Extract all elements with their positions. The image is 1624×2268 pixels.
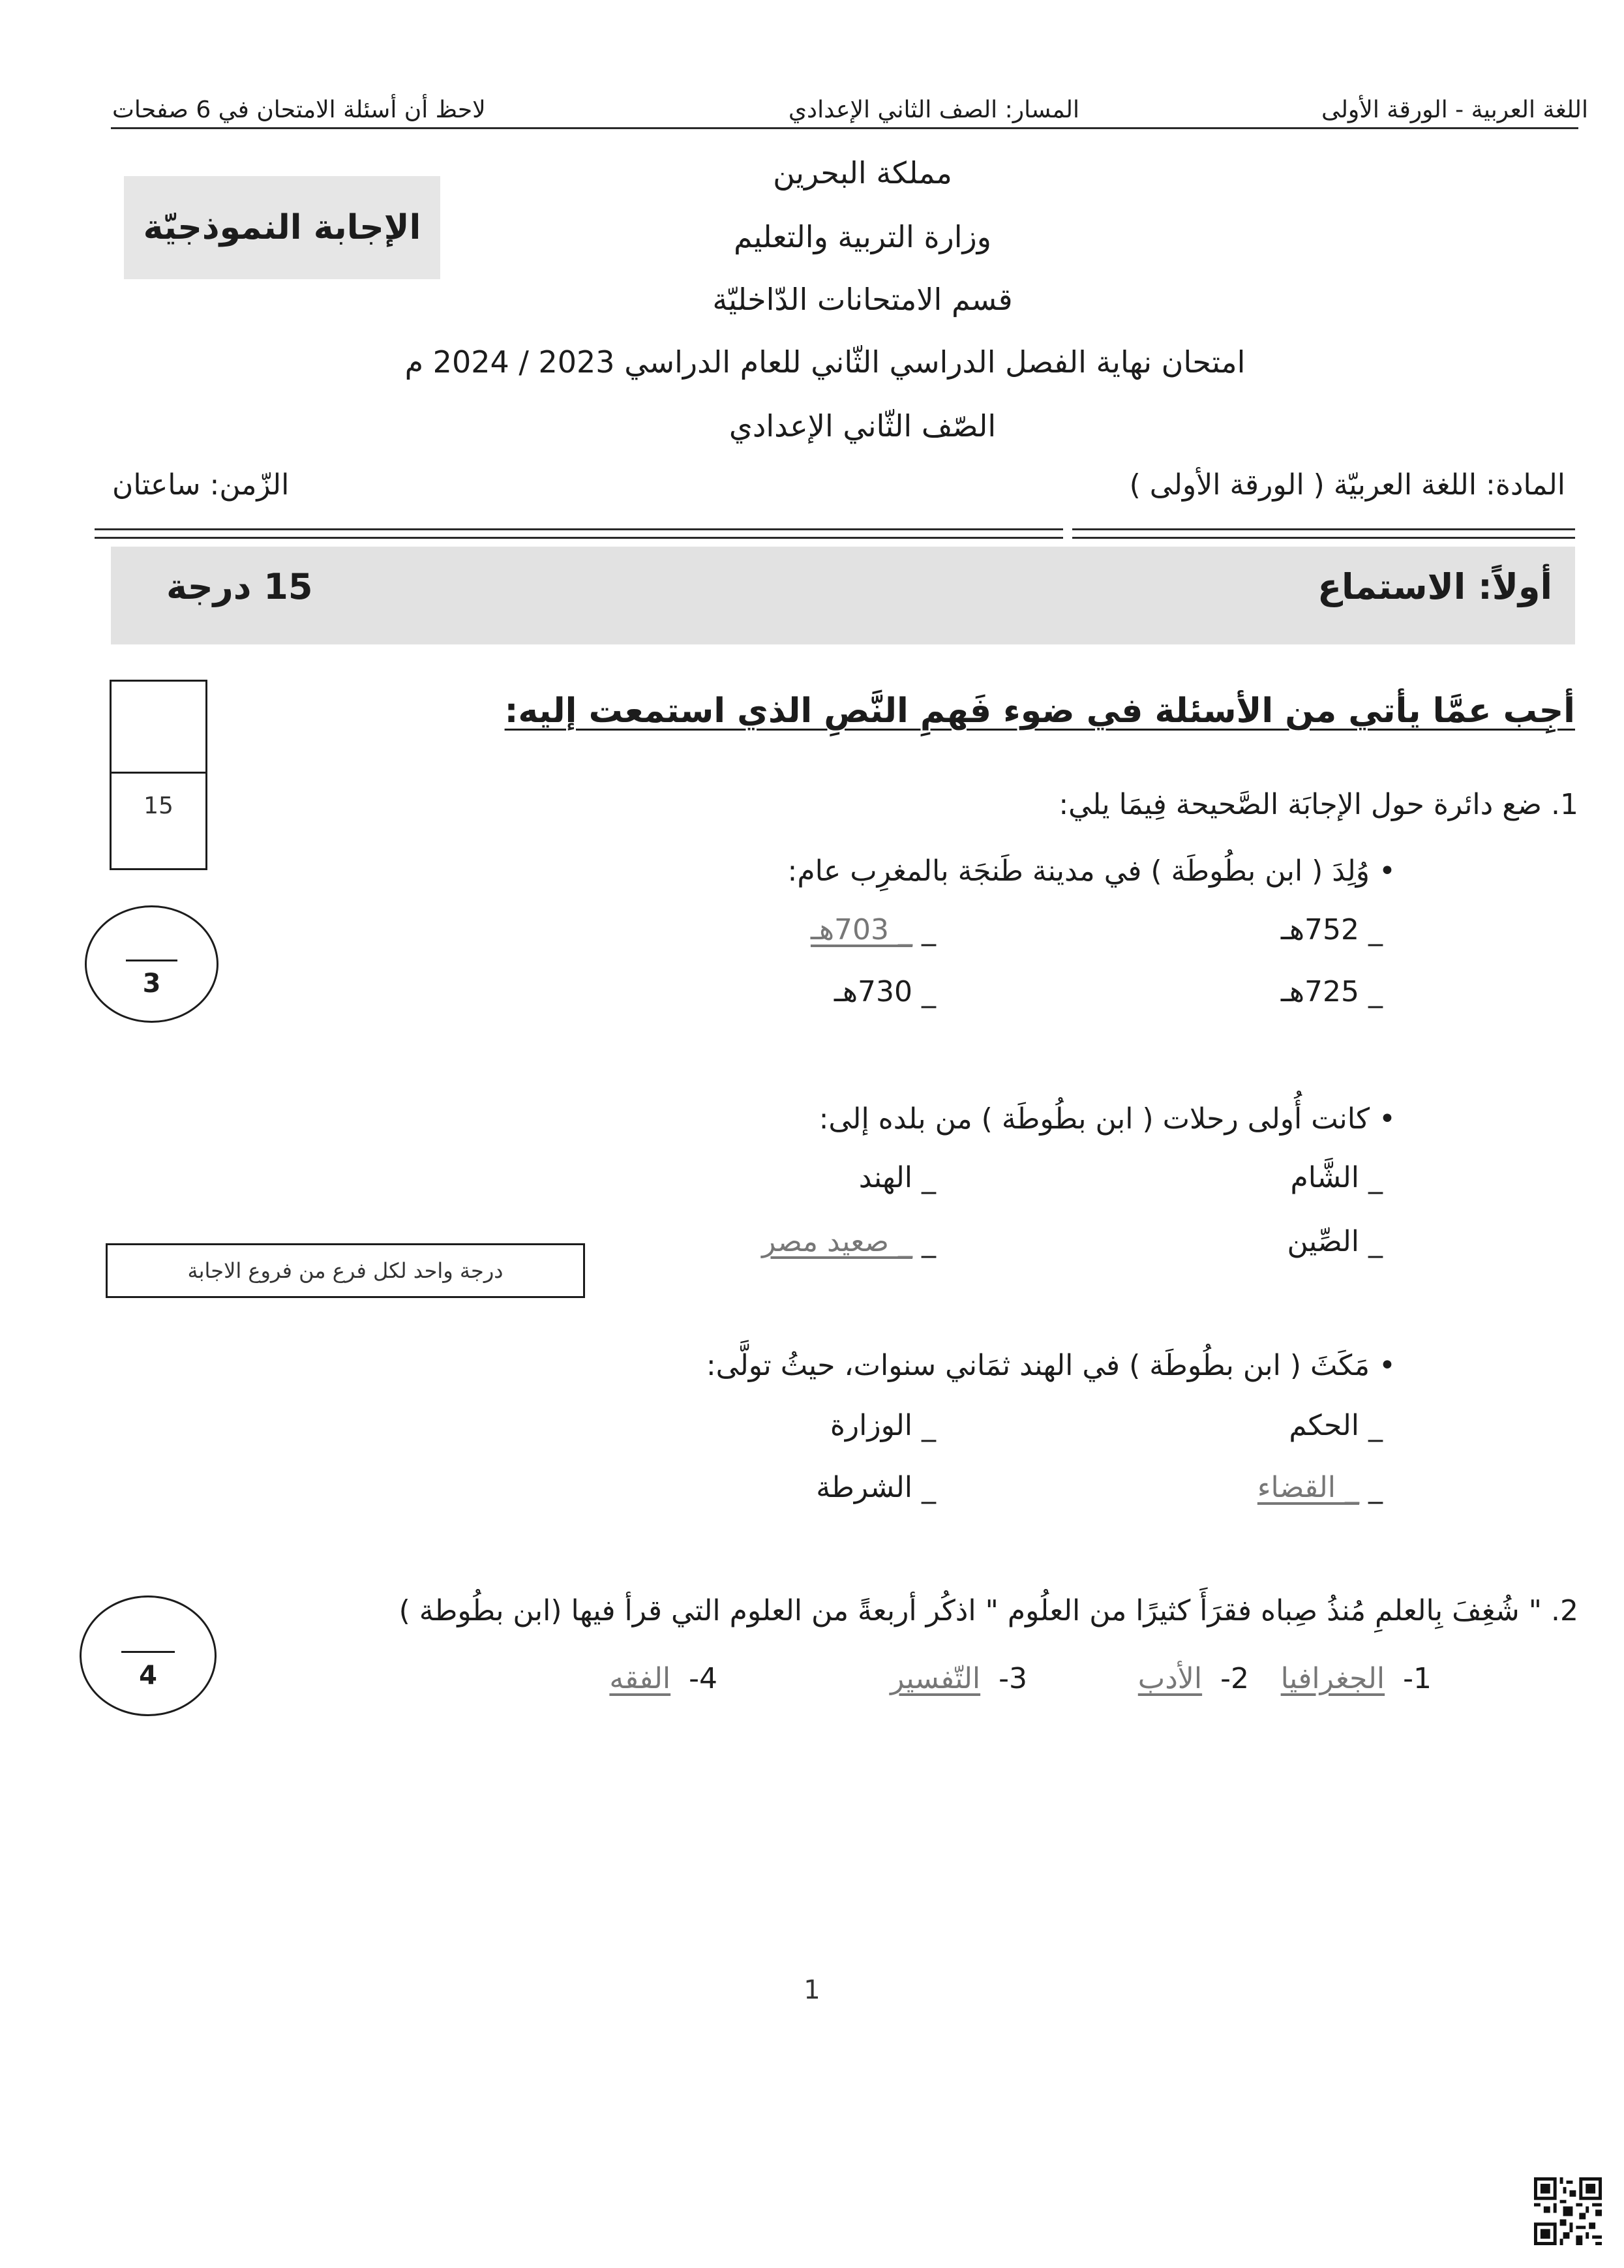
q2-answer-2 xyxy=(1138,1662,1249,1695)
score-box-divider xyxy=(112,772,205,774)
q1-item2-stem: • كانت أُولى رحلات ( ابن بطُوطَة ) من بلده إلى: xyxy=(819,1102,1396,1136)
q2-marks-oval xyxy=(80,1595,217,1716)
double-rule xyxy=(95,528,1575,539)
q1-item2-option-c: _ الصِّين xyxy=(1287,1225,1383,1258)
q2-answer-2-text: الأدب xyxy=(1137,1662,1203,1695)
instruction xyxy=(505,691,1575,731)
q1-item3-option-a: _ الحكم xyxy=(1289,1409,1383,1442)
q1-item3-stem: • مَكَثَ ( ابن بطُوطَة ) في الهند ثمَاني سنوات، حيثُ تولَّى: xyxy=(706,1349,1396,1382)
q2-marks-line xyxy=(121,1651,175,1653)
grading-note: درجة واحد لكل فرع من فروع الاجابة xyxy=(106,1243,585,1298)
q2-answer-4-text: الفقه xyxy=(609,1662,671,1695)
model-answer-badge: الإجابة النموذجيّة xyxy=(124,176,440,279)
q1-item1-option-c: _ 725هـ xyxy=(1280,975,1383,1008)
department-title: قسم الامتحانات الدّاخليّة xyxy=(712,282,1013,317)
q2-marks: 4 xyxy=(139,1660,157,1691)
grade-title: الصّف الثّاني الإعدادي xyxy=(729,408,997,444)
rule-gap xyxy=(1063,525,1072,539)
q1-item1-option-b: _ _ 703هـ xyxy=(810,913,936,946)
subject-label: المادة: اللغة العربيّة ( الورقة الأولى ) xyxy=(1129,468,1565,502)
q1-item2-option-b: _ الهند xyxy=(858,1161,936,1194)
time-label: الزّمن: ساعتان xyxy=(112,468,290,502)
exam-title: امتحان نهاية الفصل الدراسي الثّاني للعام الدراسي 2023 / 2024 م xyxy=(404,344,1246,380)
q1-item3-option-b: _ الوزارة xyxy=(830,1409,936,1442)
q2-answer-1-text: الجغرافيا xyxy=(1280,1662,1385,1695)
header-pages-note: لاحظ أن أسئلة الامتحان في 6 صفحات xyxy=(112,97,486,123)
q1-prompt: 1. ضع دائرة حول الإجابَة الصَّحيحة فِيمَا يلي: xyxy=(1059,788,1578,821)
q2-answer-1 xyxy=(1281,1662,1432,1695)
q1-item3-option-d: _ الشرطة xyxy=(816,1471,936,1504)
q2-answer-3 xyxy=(890,1662,1027,1695)
section-title: أولاً: الاستماع xyxy=(1317,566,1552,607)
q1-item1-option-a: _ 752هـ xyxy=(1280,913,1383,946)
section-marks: 15 درجة xyxy=(166,566,313,607)
q2-answer-3-num: 3- xyxy=(999,1662,1027,1695)
q1-item3-correct-answer: _ القضاء xyxy=(1257,1471,1359,1504)
q1-item2-option-a: _ الشَّام xyxy=(1290,1161,1383,1194)
q1-item1-stem: • وُلِدَ ( ابن بطُوطَة ) في مدينة طَنجَة بالمغرِب عام: xyxy=(787,854,1396,888)
q2-answer-2-num: 2- xyxy=(1220,1662,1249,1695)
qr-code-icon xyxy=(1534,2177,1602,2245)
header-rule xyxy=(111,127,1578,129)
q2-answer-4-num: 4- xyxy=(689,1662,717,1695)
q1-marks: 3 xyxy=(142,968,161,999)
q2-answer-1-num: 1- xyxy=(1403,1662,1432,1695)
q2-answer-4 xyxy=(609,1662,717,1695)
q1-item3-option-c: _ _ القضاء xyxy=(1257,1471,1383,1504)
q1-marks-oval xyxy=(85,905,218,1023)
instruction-text: أجِب عمَّا يأتي من الأسئلة في ضوء فَهمِ النَّصِ الذي استمعت إليه: xyxy=(504,691,1575,731)
score-box xyxy=(110,680,207,870)
q1-marks-line xyxy=(126,960,178,961)
q1-item2-correct-answer: _ صعيد مصر xyxy=(762,1225,912,1258)
country-title: مملكة البحرين xyxy=(773,155,952,190)
page-number: 1 xyxy=(804,1975,820,2005)
q2-answer-3-text: التّفسير xyxy=(890,1662,981,1695)
q1-item2-option-d: _ _ صعيد مصر xyxy=(762,1225,936,1258)
score-box-value: 15 xyxy=(143,793,173,819)
q1-item1-option-d: _ 730هـ xyxy=(834,975,936,1008)
q1-item1-correct-answer: _ 703هـ xyxy=(810,913,912,946)
header-track: المسار: الصف الثاني الإعدادي xyxy=(788,97,1079,123)
ministry-title: وزارة التربية والتعليم xyxy=(734,219,991,254)
q2-prompt: 2. " شُغِفَ بِالعلمِ مُنذُ صِباه فقرَأَ كثيرًا من العلُوم " اذكُر أربعةً من العلوم التي قرأ فيها (ابن بطُوطة ) xyxy=(398,1594,1578,1627)
header-subject-paper: اللغة العربية - الورقة الأولى xyxy=(1321,97,1588,123)
